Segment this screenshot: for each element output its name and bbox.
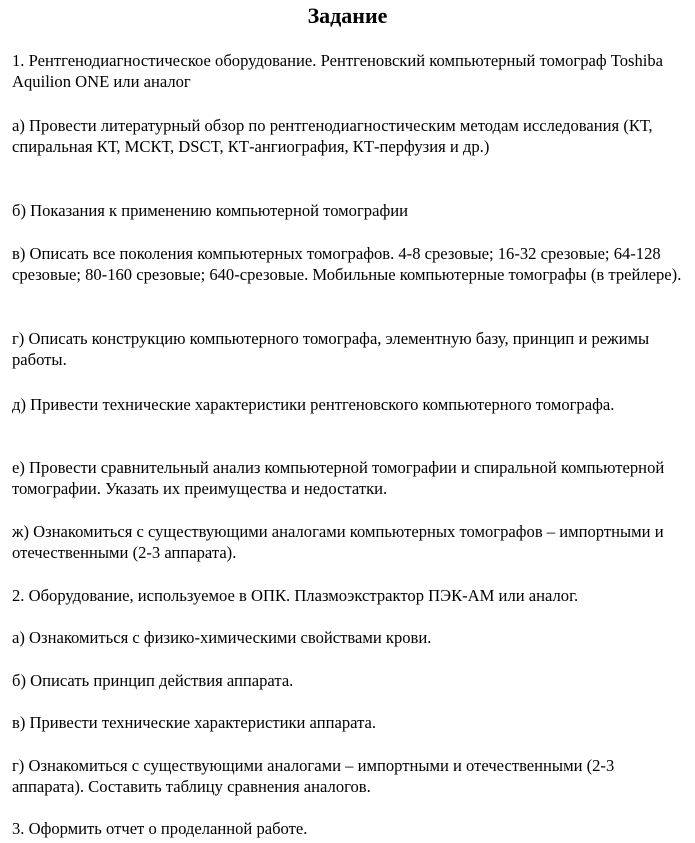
- document-title: Задание: [307, 3, 388, 28]
- task-1-item-v: в) Описать все поколения компьютерных томографов. 4-8 срезовые; 16-32 срезовые; 64-128 срезовые; 80-160 срезовые; 640-срезовые. Мобильные компьютерные томографы (в трейлере).: [12, 244, 682, 284]
- task-1-item-d: д) Привести технические характеристики рентгеновского компьютерного томографа.: [12, 395, 615, 414]
- task-2-item-b: б) Описать принцип действия аппарата.: [12, 671, 294, 690]
- task-1-item-g: г) Описать конструкцию компьютерного томографа, элементную базу, принцип и режимы работы.: [12, 329, 650, 369]
- task-1-item-b: б) Показания к применению компьютерной томографии: [12, 201, 408, 220]
- task-1-item-a: а) Провести литературный обзор по рентгенодиагностическим методам исследования (КТ, спиральная КТ, МСКТ, DSCT, КТ-ангиография, КТ-перфузия и др.): [12, 116, 653, 156]
- task-1-heading: 1. Рентгенодиагностическое оборудование. Рентгеновский компьютерный томограф Toshiba Aquilion ONE или аналог: [12, 51, 664, 91]
- task-2-item-g: г) Ознакомиться с существующими аналогами – импортными и отечественными (2-3 аппарата). Составить таблицу сравнения аналогов.: [12, 756, 615, 796]
- task-1-item-e: е) Провести сравнительный анализ компьютерной томографии и спиральной компьютерной томографии. Указать их преимущества и недостатки.: [12, 458, 665, 498]
- task-3-heading: 3. Оформить отчет о проделанной работе.: [12, 819, 308, 838]
- task-2-item-a: а) Ознакомиться с физико-химическими свойствами крови.: [12, 628, 432, 647]
- task-1-item-zh: ж) Ознакомиться с существующими аналогами компьютерных томографов – импортными и отечественными (2-3 аппарата).: [12, 522, 664, 562]
- task-2-item-v: в) Привести технические характеристики аппарата.: [12, 713, 377, 732]
- task-2-heading: 2. Оборудование, используемое в ОПК. Плазмоэкстрактор ПЭК-АМ или аналог.: [12, 586, 579, 605]
